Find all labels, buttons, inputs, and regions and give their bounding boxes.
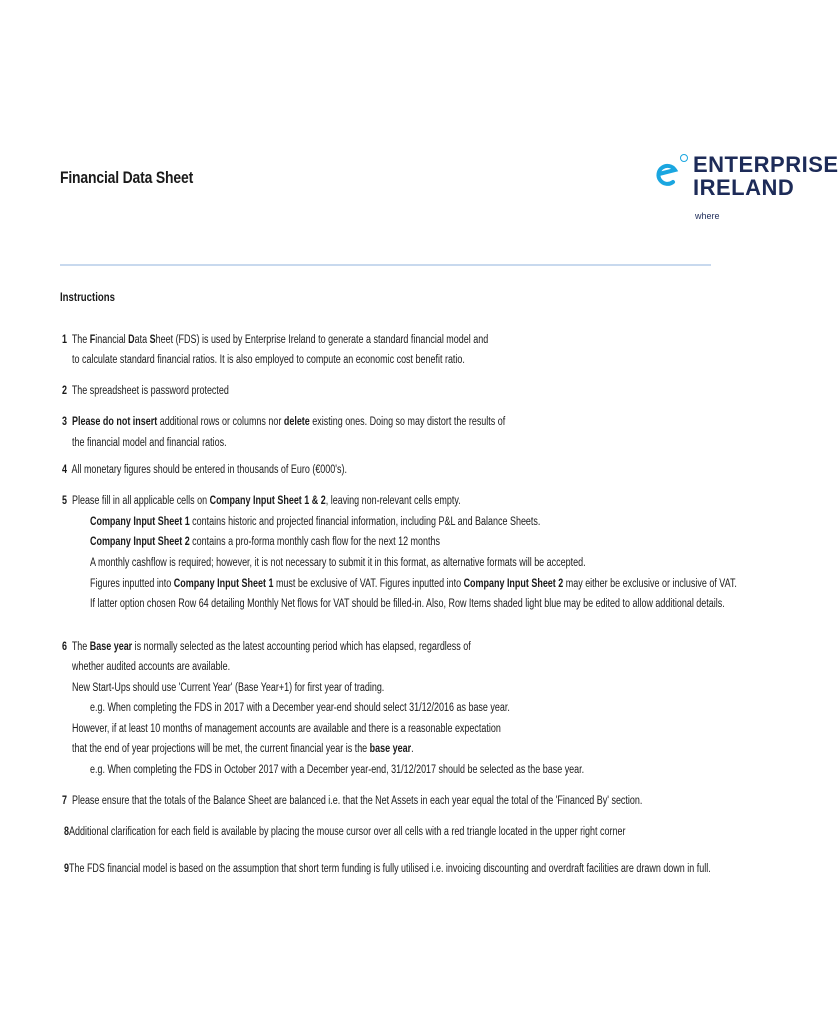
enterprise-ireland-logo — [655, 150, 839, 230]
instruction-5-vat: Figures inputted into Company Input Sheet 1 must be exclusive of VAT. Figures inputted into Company Input Sheet 2 may either be exclusive or inclusive of VAT. — [90, 578, 737, 590]
header-divider — [60, 264, 711, 266]
instruction-8: 8Additional clarification for each field is available by placing the mouse cursor over all cells with a red triangle located in the upper right corner — [64, 826, 626, 838]
instruction-number: 9 — [64, 863, 69, 875]
instruction-6-line-1: 6 The Base year is normally selected as the latest accounting period which has elapsed, regardless of — [62, 641, 471, 653]
instruction-number: 1 — [62, 334, 67, 346]
logo-dot-icon — [680, 154, 688, 162]
instruction-5-sheet1: Company Input Sheet 1 contains historic and projected financial information, including P&L and Balance Sheets. — [90, 516, 541, 528]
instruction-number: 8 — [64, 826, 69, 838]
instruction-2: 2 The spreadsheet is password protected — [62, 385, 229, 397]
instruction-5-cashflow: A monthly cashflow is required; however, it is not necessary to submit it in this format, as alternative formats will be accepted. — [90, 557, 586, 569]
instruction-4: 4 All monetary figures should be entered in thousands of Euro (€000's). — [62, 464, 347, 476]
instruction-number: 3 — [62, 416, 67, 428]
instruction-1-line-2: to calculate standard financial ratios. It is also employed to compute an economic cost benefit ratio. — [72, 354, 465, 366]
instruction-7: 7 Please ensure that the totals of the Balance Sheet are balanced i.e. that the Net Assets in each year equal the total of the 'Financed By' section. — [62, 795, 643, 807]
instruction-3-line-2: the financial model and financial ratios. — [72, 437, 227, 449]
instruction-number: 5 — [62, 495, 67, 507]
instruction-number: 2 — [62, 385, 67, 397]
instruction-6-line-5: However, if at least 10 months of management accounts are available and there is a reasonable expectation — [72, 723, 501, 735]
instruction-5-row64: If latter option chosen Row 64 detailing Monthly Net flows for VAT should be filled-in. Also, Row Items shaded light blue may be edited to allow additional details. — [90, 598, 725, 610]
page-title: Financial Data Sheet — [60, 168, 194, 187]
logo-word-enterprise: ENTERPRISE — [693, 152, 839, 177]
instruction-number: 7 — [62, 795, 67, 807]
logo-e-icon — [655, 158, 681, 188]
instruction-6-line-6: that the end of year projections will be met, the current financial year is the base year. — [72, 743, 414, 755]
instruction-5-sheet2: Company Input Sheet 2 contains a pro-forma monthly cash flow for the next 12 months — [90, 536, 440, 548]
logo-tagline: where — [695, 211, 720, 221]
instruction-5-line-1: 5 Please fill in all applicable cells on Company Input Sheet 1 & 2, leaving non-relevant cells empty. — [62, 495, 461, 507]
instructions-heading: Instructions — [60, 290, 115, 304]
instruction-1-line-1: 1 The Financial Data Sheet (FDS) is used by Enterprise Ireland to generate a standard financial model and — [62, 334, 489, 346]
logo-word-ireland: IRELAND — [693, 175, 795, 200]
instruction-number: 4 — [62, 464, 67, 476]
instruction-6-line-3: New Start-Ups should use 'Current Year' (Base Year+1) for first year of trading. — [72, 682, 385, 694]
instruction-6-line-2: whether audited accounts are available. — [72, 661, 231, 673]
instruction-6-example-1: e.g. When completing the FDS in 2017 with a December year-end should select 31/12/2016 as base year. — [90, 702, 510, 714]
instruction-number: 6 — [62, 641, 67, 653]
instruction-3-line-1: 3 Please do not insert additional rows or columns nor delete existing ones. Doing so may distort the results of — [62, 416, 506, 428]
instruction-6-example-2: e.g. When completing the FDS in October 2017 with a December year-end, 31/12/2017 should be selected as the base year. — [90, 764, 585, 776]
instruction-9: 9The FDS financial model is based on the assumption that short term funding is fully utilised i.e. invoicing discounting and overdraft facilities are drawn down in full. — [64, 863, 711, 875]
